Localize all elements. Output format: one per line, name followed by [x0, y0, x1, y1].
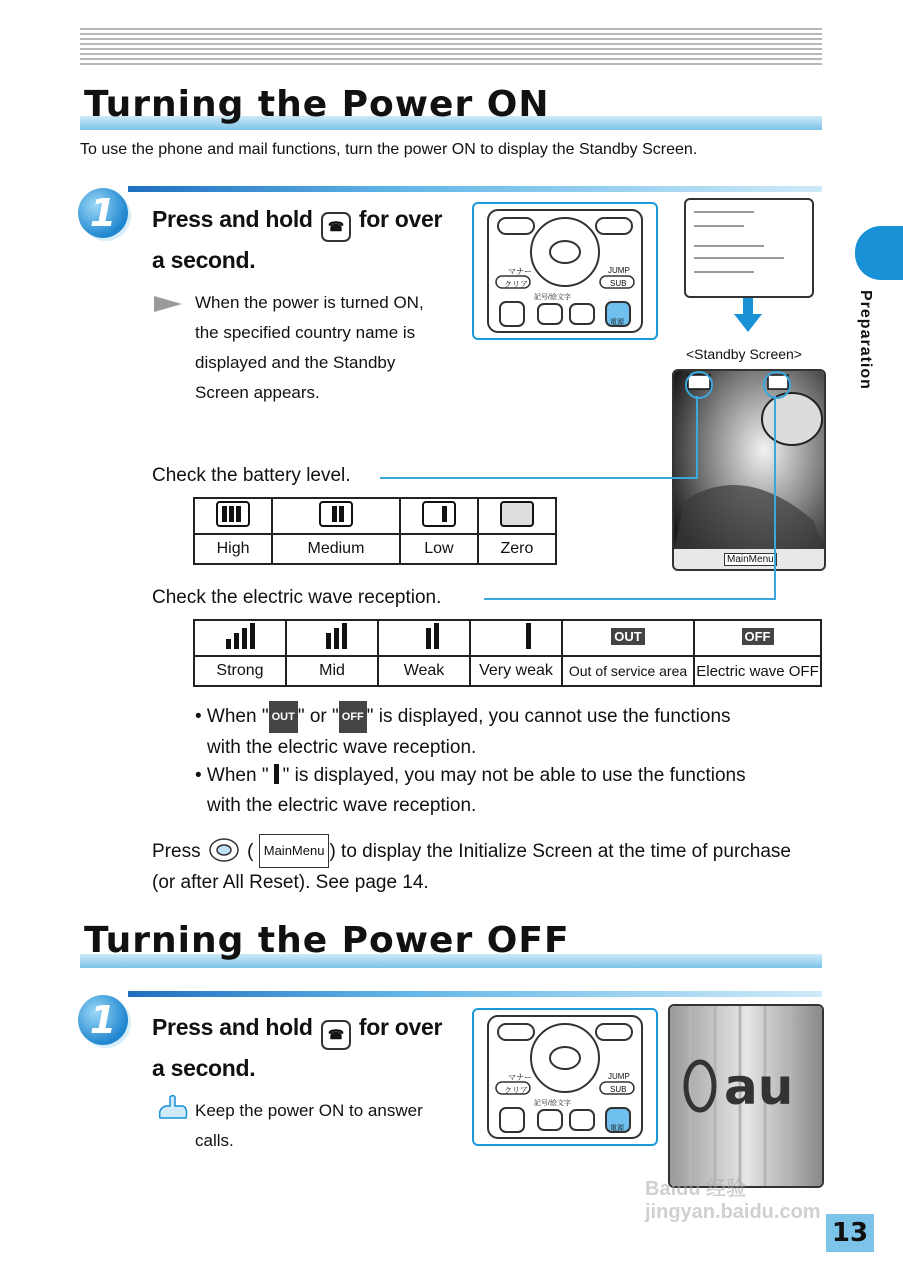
step-number-badge: 1 — [78, 188, 128, 238]
battery-level-table — [193, 497, 557, 565]
signal-label: Electric wave OFF — [694, 656, 821, 686]
press-text: Press — [152, 841, 201, 862]
intro-text: To use the phone and mail functions, turn the power ON to display the Standby Screen. — [80, 141, 698, 158]
bullet-out-of-service — [195, 701, 825, 763]
signal-cell — [286, 620, 378, 656]
power-key-icon: ☎ — [321, 1020, 351, 1050]
wave-off-icon: OFF — [339, 701, 367, 733]
battery-label: Medium — [272, 534, 400, 564]
signal-cell — [694, 620, 821, 656]
battery-callout-line — [380, 477, 698, 479]
power-off-logo-screen — [668, 1004, 824, 1188]
phone-keypad-illustration — [472, 1008, 658, 1146]
battery-zero-icon — [500, 501, 534, 527]
note-line: Screen appears. — [195, 383, 320, 402]
power-key-label: 電源 — [610, 1125, 624, 1132]
bullet-text: " is displayed, you cannot use the functions — [366, 706, 731, 727]
battery-cell — [478, 498, 556, 534]
boot-screen-illustration — [684, 198, 814, 298]
watermark: Baidu 经验 jingyan.baidu.com — [645, 1178, 821, 1223]
jump-key-label: JUMP — [608, 266, 630, 275]
hint-hand-icon — [156, 1094, 190, 1122]
step-title-text: Press and hold — [152, 206, 313, 232]
wave-off-icon: OFF — [742, 628, 774, 645]
note-line: Keep the power ON to answer — [195, 1101, 423, 1120]
step-title-text-2: for over — [358, 1014, 443, 1040]
battery-label: Low — [400, 534, 478, 564]
note-arrow-icon — [154, 296, 182, 312]
battery-high-icon — [216, 501, 250, 527]
sub-key-label: SUB — [610, 1085, 627, 1094]
step-divider — [128, 991, 822, 997]
battery-medium-icon — [319, 501, 353, 527]
press-instruction — [152, 834, 832, 898]
center-key-icon — [208, 838, 240, 862]
power-key-label: 電源 — [610, 319, 624, 326]
jump-key-label: JUMP — [608, 1072, 630, 1081]
signal-label: Mid — [286, 656, 378, 686]
step-title-text-2: for over — [358, 206, 443, 232]
press-text: (or after All Reset). See page 14. — [152, 872, 429, 893]
signal-label: Strong — [194, 656, 286, 686]
signal-label: Out of service area — [562, 656, 694, 686]
battery-heading: Check the battery level. — [152, 465, 351, 486]
standby-screen-caption: <Standby Screen> — [686, 346, 802, 362]
bullet-weak-signal — [195, 761, 825, 821]
signal-very-weak-icon — [269, 764, 283, 784]
manner-key-label: マナー — [508, 267, 532, 276]
step-title — [152, 201, 462, 279]
section-tab — [855, 226, 903, 280]
signal-cell — [470, 620, 562, 656]
wave-heading: Check the electric wave reception. — [152, 587, 442, 608]
phone-keypad-illustration — [472, 202, 658, 340]
wave-callout-line-vertical — [774, 396, 776, 600]
battery-callout-line-vertical — [696, 396, 698, 478]
bullet-text: " or " — [297, 706, 339, 727]
press-text: ) to display the Initialize Screen at the time of purchase — [329, 841, 791, 862]
step-divider — [128, 186, 822, 192]
wave-callout-circle — [763, 371, 791, 399]
battery-low-icon — [422, 501, 456, 527]
power-key-icon: ☎ — [321, 212, 351, 242]
section-tab-label: Preparation — [857, 290, 874, 390]
bullet-text: • When " — [195, 706, 269, 727]
symbol-key-label: 記号/絵文字 — [534, 1100, 571, 1107]
signal-cell — [378, 620, 470, 656]
battery-label: Zero — [478, 534, 556, 564]
step-title-text: Press and hold — [152, 1014, 313, 1040]
manner-key-label: マナー — [508, 1073, 532, 1082]
battery-cell — [272, 498, 400, 534]
softkey-mainmenu: MainMenu — [724, 553, 777, 566]
section-title: Turning the Power OFF — [84, 920, 570, 961]
clear-key-label: クリア — [504, 1086, 528, 1095]
press-text: ( — [247, 841, 254, 862]
signal-strong-icon — [222, 623, 258, 649]
step-title — [152, 1009, 462, 1087]
page-title: Turning the Power ON — [84, 84, 550, 125]
out-of-service-icon: OUT — [269, 701, 298, 733]
bullet-text: " is displayed, you may not be able to use the functions — [282, 765, 746, 786]
battery-cell — [400, 498, 478, 534]
step-title-text-3: a second. — [152, 247, 256, 273]
note-line: the specified country name is — [195, 323, 416, 342]
note-line: When the power is turned ON, — [195, 293, 424, 312]
wave-callout-line — [484, 598, 776, 600]
note-line: calls. — [195, 1131, 234, 1150]
bullet-text: with the electric wave reception. — [207, 795, 477, 816]
page-number: 13 — [826, 1214, 874, 1252]
au-logo-text: au — [724, 1058, 794, 1116]
boot-screen-text-drawing — [686, 200, 812, 296]
battery-callout-circle — [685, 371, 713, 399]
signal-level-table — [193, 619, 822, 687]
signal-mid-icon — [314, 623, 350, 649]
signal-label: Weak — [378, 656, 470, 686]
out-of-service-icon: OUT — [611, 628, 644, 645]
signal-weak-icon — [406, 623, 442, 649]
bullet-text: with the electric wave reception. — [207, 737, 477, 758]
mainmenu-softkey-label: MainMenu — [259, 834, 330, 868]
step-note — [195, 288, 465, 408]
bullet-text: • When " — [195, 765, 269, 786]
step-title-text-3: a second. — [152, 1055, 256, 1081]
header-stripes — [80, 28, 822, 66]
symbol-key-label: 記号/絵文字 — [534, 294, 571, 301]
signal-label: Very weak — [470, 656, 562, 686]
note-line: displayed and the Standby — [195, 353, 396, 372]
step-note — [195, 1096, 465, 1156]
step-number-badge: 1 — [78, 995, 128, 1045]
battery-label: High — [194, 534, 272, 564]
signal-cell — [562, 620, 694, 656]
signal-cell — [194, 620, 286, 656]
battery-cell — [194, 498, 272, 534]
clear-key-label: クリア — [504, 280, 528, 289]
sub-key-label: SUB — [610, 279, 627, 288]
signal-very-weak-icon — [498, 623, 534, 649]
arrow-down-icon — [734, 298, 762, 334]
